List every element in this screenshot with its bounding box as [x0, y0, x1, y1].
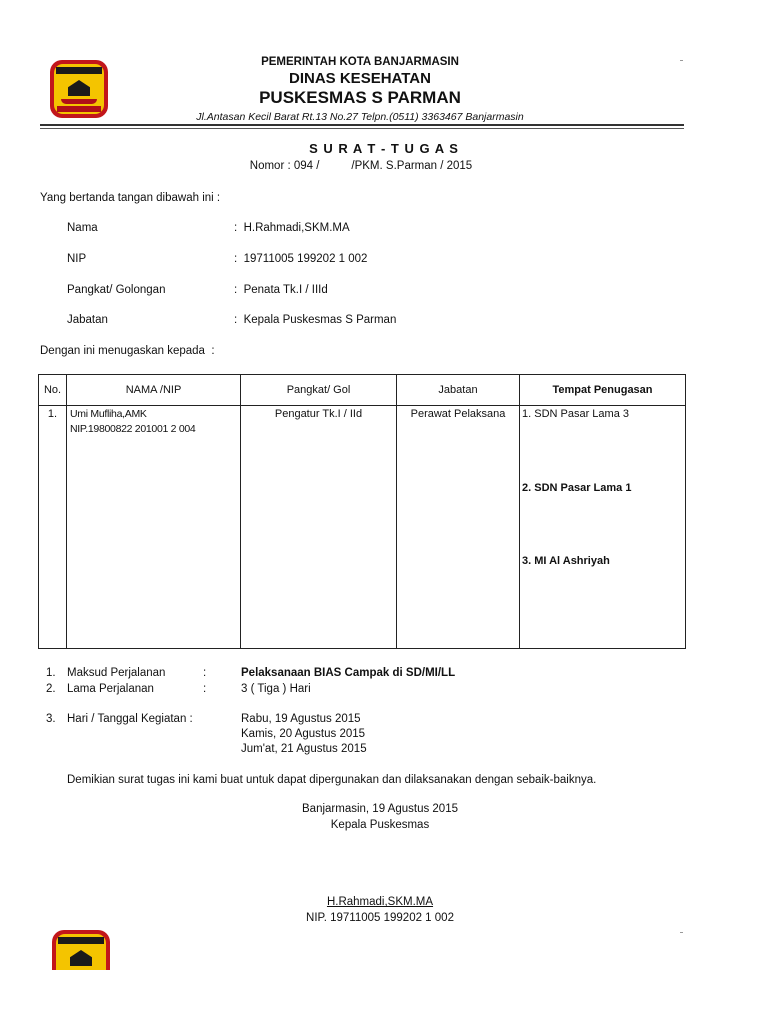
field-label: Pangkat/ Golongan: [67, 284, 166, 296]
signature-position: Kepala Puskesmas: [330, 819, 430, 831]
detail-label: Maksud Perjalanan: [67, 667, 166, 679]
header-address: Jl.Antasan Kecil Barat Rt.13 No.27 Telpn.(0511) 3363467 Banjarmasin: [196, 111, 524, 123]
detail-date: Kamis, 20 Agustus 2015: [241, 728, 366, 740]
signature-place-date: Banjarmasin, 19 Agustus 2015: [302, 803, 458, 815]
header-institution: PUSKESMAS S PARMAN: [259, 88, 461, 107]
cell-places: [520, 406, 686, 649]
detail-date: Rabu, 19 Agustus 2015: [241, 713, 361, 725]
header-government: PEMERINTAH KOTA BANJARMASIN: [261, 56, 459, 68]
col-header-no: No.: [39, 375, 67, 406]
detail-label: Lama Perjalanan: [67, 683, 154, 695]
detail-colon: :: [203, 667, 207, 679]
document-title: S U R A T - T U G A S: [309, 141, 459, 156]
detail-num: 1.: [46, 667, 56, 679]
signer-field-position: [67, 314, 108, 326]
table-row: [39, 406, 686, 649]
assignee-nip: NIP.19800822 201001 2 004: [70, 423, 196, 435]
document-number: Nomor : 094 / /PKM. S.Parman / 2015: [249, 160, 473, 172]
closing-text: Demikian surat tugas ini kami buat untuk dapat dipergunakan dan dilaksanakan dengan sebaik-baiknya.: [67, 774, 597, 786]
col-header-name: NAMA /NIP: [67, 375, 241, 406]
col-header-position: Jabatan: [397, 375, 520, 406]
cell-position: Perawat Pelaksana: [397, 406, 520, 649]
header-divider-thin: [40, 128, 684, 129]
signer-field-name: [67, 222, 98, 234]
place-item: 3. MI Al Ashriyah: [522, 555, 610, 567]
table-header-row: [39, 375, 686, 406]
col-header-place: Tempat Penugasan: [520, 375, 686, 406]
detail-value-purpose: Pelaksanaan BIAS Campak di SD/MI/LL: [241, 667, 456, 679]
signer-field-nip: [67, 253, 86, 265]
signer-field-rank-value: : Penata Tk.I / IIId: [234, 284, 328, 296]
signer-field-rank: [67, 284, 165, 296]
detail-label: Hari / Tanggal Kegiatan :: [67, 713, 193, 725]
city-logo: [50, 60, 108, 118]
signature-nip: NIP. 19711005 199202 1 002: [306, 912, 454, 924]
place-item: 2. SDN Pasar Lama 1: [522, 482, 632, 494]
detail-date: Jum'at, 21 Agustus 2015: [241, 743, 367, 755]
detail-num: 3.: [46, 713, 56, 725]
city-logo-next-page: [52, 930, 110, 970]
cell-name: [67, 406, 241, 649]
intro-text: Yang bertanda tangan dibawah ini :: [40, 192, 221, 204]
signer-field-name-value: : H.Rahmadi,SKM.MA: [234, 222, 350, 234]
assignment-table: [38, 374, 686, 649]
detail-colon: :: [203, 683, 207, 695]
header-department: DINAS KESEHATAN: [289, 70, 431, 87]
col-header-rank: Pangkat/ Gol: [241, 375, 397, 406]
signature-name: H.Rahmadi,SKM.MA: [326, 896, 434, 908]
field-label: Nama: [67, 222, 98, 234]
signer-field-nip-value: : 19711005 199202 1 002: [234, 253, 368, 265]
assignee-name: Umi Mufliha,AMK: [70, 408, 147, 420]
field-label: NIP: [67, 253, 87, 265]
header-divider: [40, 124, 684, 126]
assign-intro: Dengan ini menugaskan kepada :: [40, 345, 215, 357]
field-label: Jabatan: [67, 314, 108, 326]
signer-field-position-value: : Kepala Puskesmas S Parman: [234, 314, 397, 326]
place-item: 1. SDN Pasar Lama 3: [522, 408, 629, 420]
cell-rank: Pengatur Tk.I / IId: [241, 406, 397, 649]
cell-no: 1.: [39, 406, 67, 649]
detail-num: 2.: [46, 683, 56, 695]
detail-value-duration: 3 ( Tiga ) Hari: [241, 683, 311, 695]
